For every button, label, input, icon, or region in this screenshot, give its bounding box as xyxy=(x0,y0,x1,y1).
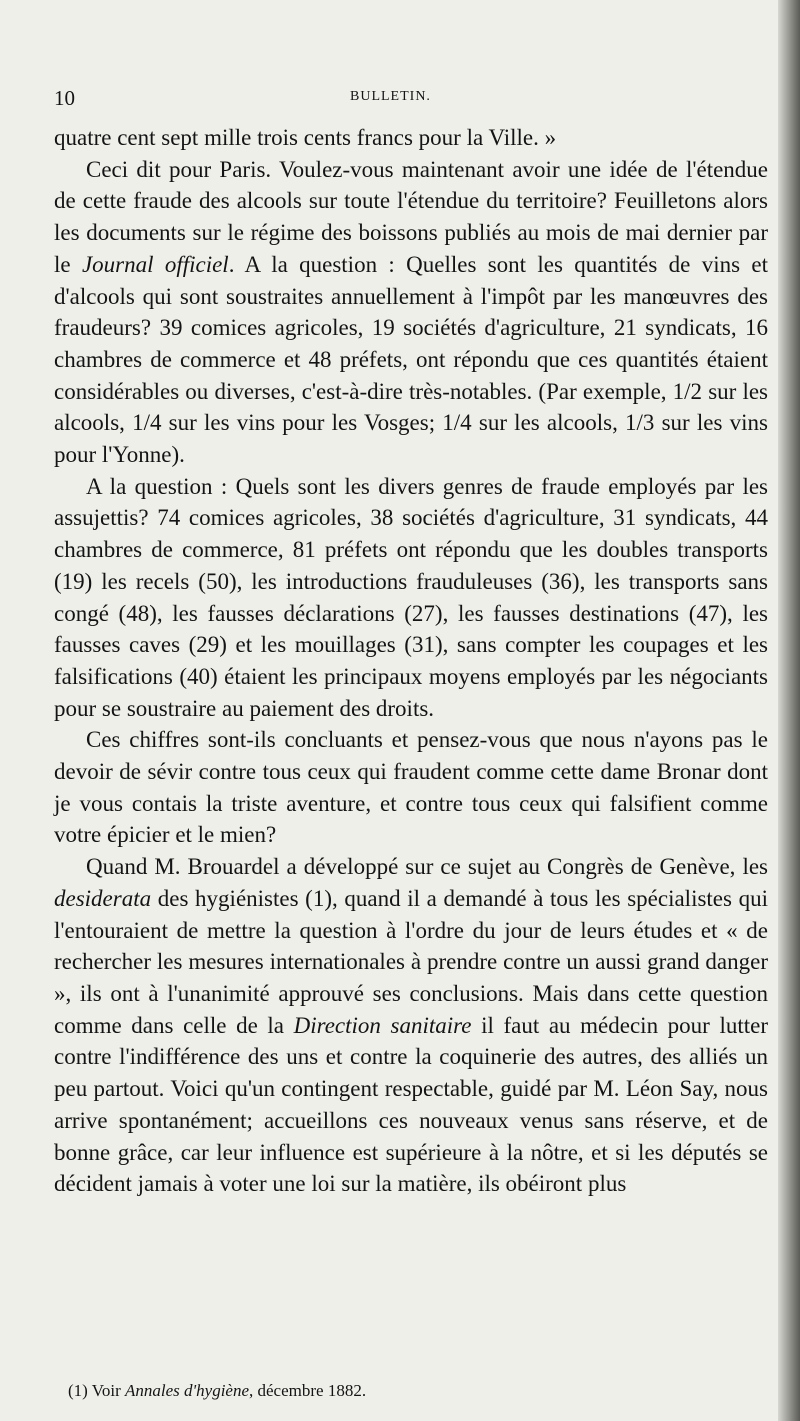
paragraph-3: A la question : Quels sont les divers genres de fraude employés par les assujettis? 74 comices agricoles, 38 sociétés d'agriculture, 31 syndicats, 44 chambres de commerce, 81 préfets ont répondu que les doubles transports (19) les recels (50), les introductions frauduleuses (36), les transports sans congé (48), les fausses déclarations (27), les fausses destinations (47), les fausses caves (29) et les mouillages (31), sans compter les coupages et les falsifications (40) étaient les principaux moyens employés par les négociants pour se soustraire au paiement des droits. xyxy=(54,473,768,721)
paragraph-2 xyxy=(54,154,768,471)
journal-title: Journal officiel xyxy=(81,251,229,277)
italic-term: Direction sanitaire xyxy=(293,1012,472,1038)
page-number: 10 xyxy=(54,86,75,110)
footnote-marker: (1) Voir xyxy=(68,1381,125,1400)
page-edge-shadow xyxy=(778,0,800,1421)
paragraph-1: quatre cent sept mille trois cents francs pour la Ville. » xyxy=(54,125,557,150)
text-span: des hygiénistes (1), quand il a demandé à tous les spécialistes qui l'entouraient de mettre la question à l'ordre du jour de leurs études et « de rechercher les mesures internationales à prendre contre un aussi grand danger », ils ont à l'unanimité approuvé ses conclusions. Mais dans cette question comme dans celle de la xyxy=(54,885,768,1038)
italic-term: desiderata xyxy=(54,885,152,911)
paragraph-5 xyxy=(54,851,768,1200)
text-span: . A la question : Quelles sont les quantités de vins et d'alcools qui sont soustraites annuellement à l'impôt par les manœuvres des fraudeurs? 39 comices agricoles, 19 sociétés d'agriculture, 21 syndicats, 16 chambres de commerce et 48 préfets, ont répondu que ces quantités étaient considérables ou diverses, c'est-à-dire très-notables. (Par exemple, 1/2 sur les alcools, 1/4 sur les vins pour les Vosges; 1/4 sur les alcools, 1/3 sur les vins pour l'Yonne). xyxy=(54,251,768,468)
body-text xyxy=(54,122,768,1200)
paragraph-4: Ces chiffres sont-ils concluants et pensez-vous que nous n'ayons pas le devoir de sévir contre tous ceux qui fraudent comme cette dame Bronar dont je vous contais la triste aventure, et contre tous ceux qui falsifient comme votre épicier et le mien? xyxy=(54,727,768,848)
text-span: il faut au médecin pour lutter contre l'indifférence des uns et contre la coquinerie des autres, des alliés un peu partout. Voici qu'un contingent respectable, guidé par M. Léon Say, nous arrive spontanément; accueillons ces nouveaux venus sans réserve, et de bonne grâce, car leur influence est supérieure à la nôtre, et si les députés se décident jamais à voter une loi sur la matière, ils obéiront plus xyxy=(54,1012,768,1197)
footnote xyxy=(68,1381,366,1401)
text-span: Quand M. Brouardel a développé sur ce sujet au Congrès de Genève, les xyxy=(86,854,768,880)
footnote-rest: , décembre 1882. xyxy=(249,1381,367,1400)
footnote-title: Annales d'hygiène xyxy=(125,1381,250,1400)
running-title: BULLETIN. xyxy=(350,89,431,104)
text-span: Ceci dit pour Paris. Voulez-vous maintenant avoir une idée de l'étendue de cette fraude des alcools sur toute l'étendue du territoire? Feuilletons alors les documents sur le régime des boissons publiés au mois de mai dernier par le xyxy=(54,156,768,277)
